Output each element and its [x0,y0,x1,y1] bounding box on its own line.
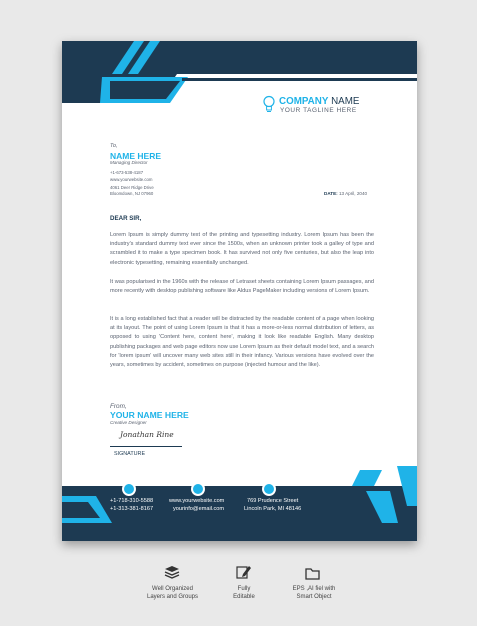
signature-script: Jonathan Rine [120,430,174,439]
globe-icon [191,482,205,496]
feature-eps [278,585,350,601]
body-paragraph-2: It was popularised in the 1960s with the release of Letraset sheets containing Lorem Ipsum passages, and more recently with desktop publishing software like Aldus PageMaker including versions of Lorem Ipsum. [110,279,374,295]
body-paragraph-3: It is a long established fact that a reader will be distracted by the readable content of a page when looking at its layout. The point of using Lorem Ipsum is that it has a more-or-less normal distribution of letters, as opposed to using 'Content here, content here', making it look like readable English. Many desktop publishing packages and web page editors now use Lorem Ipsum as their default model text, and a search for 'lorem ipsum' will uncover many web sites still in their infancy. Various versions have evolved over the years, sometimes by accident, sometimes on purpose (injected humour and the like). [110,316,374,369]
feature-layers-line2: Layers and Groups [146,594,199,600]
footer-address-1: 769 Prudence Street [247,498,299,504]
feature-eps-line2: Smart Object [296,594,332,600]
lightbulb-icon [262,95,276,113]
footer-email: yourinfo@email.com [173,506,225,512]
phone-icon [122,482,136,496]
folder-icon [305,568,320,580]
company-name [279,97,359,107]
location-icon [262,482,276,496]
feature-editable [214,585,274,601]
signature-label: SIGNATURE [114,451,146,457]
signature-line [110,446,182,447]
recipient-website: www.yourwebsite.com [110,177,153,182]
letterhead-page [62,41,417,541]
footer-address-2: Lincoln Park, MI 48146 [244,506,302,512]
footer-bottom [62,526,417,541]
footer-rule [62,486,417,489]
feature-layers [140,585,205,601]
sender-from: From, [110,403,127,410]
header-rule [182,78,417,81]
date-value: 13 April, 2040 [338,191,368,196]
company-name-rest: NAME [328,96,360,107]
body-paragraph-1: Lorem Ipsum is simply dummy text of the printing and typesetting industry. Lorem Ipsum has been the industry's standard dummy text ever since the 1500s, when an unknown printer took a galley of type and scrambled it to make a type specimen book. It has survived not only five centuries, but also the leap into electronic typesetting, remaining essentially unchanged. [110,232,374,266]
recipient-address-line2: Bloomdown, NJ 07960 [110,191,154,196]
layers-icon [164,565,180,579]
header-graphic [62,41,417,111]
sender-title: Creative Designer [110,420,147,425]
company-tagline: YOUR TAGLINE HERE [280,107,357,114]
recipient-name: NAME HERE [110,151,162,161]
recipient-title: Managing Director [110,160,148,165]
recipient-to: To, [110,143,118,149]
sender-name: YOUR NAME HERE [110,410,189,420]
footer-website: www.yourwebsite.com [169,498,225,504]
feature-editable-line2: Editable [233,594,255,600]
feature-layers-line1: Well Organized [152,586,193,592]
footer-accent-top [352,470,382,486]
footer-phone-2: +1-313-381-8167 [110,506,154,512]
salutation: DEAR SIR, [110,215,142,222]
edit-icon [236,565,251,579]
recipient-phone: +1-673-538-4187 [110,170,144,175]
date-label: DATE: [324,191,338,196]
date-line [324,192,367,197]
company-name-bold: COMPANY [279,96,329,107]
feature-editable-line1: Fully [237,586,251,592]
footer-phone-1: +1-718-310-5588 [110,498,154,504]
feature-eps-line1: EPS ,AI fiel with [292,586,336,592]
recipient-address-line1: 4061 Deer Ridge Drive [110,185,154,190]
